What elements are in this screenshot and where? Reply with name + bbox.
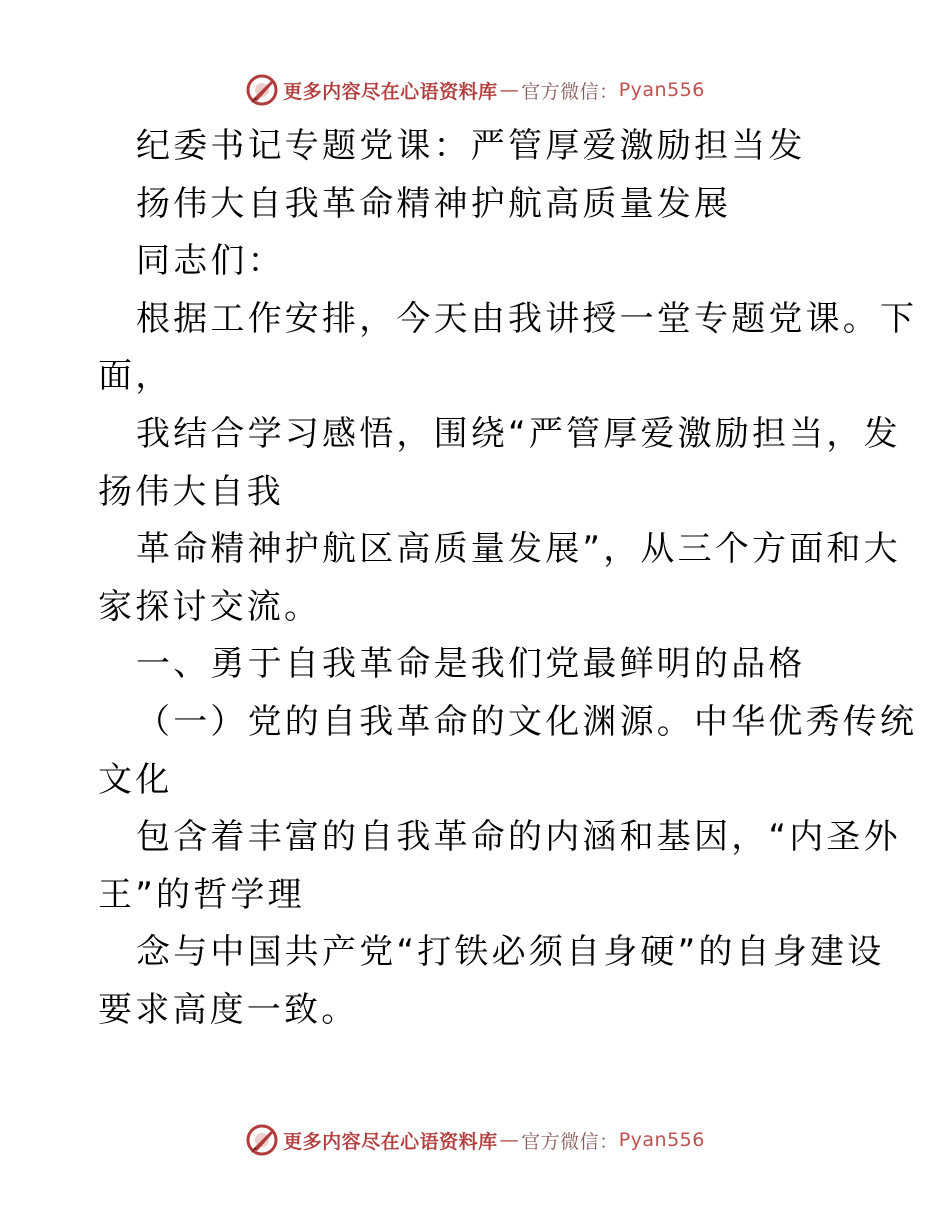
text-line: 包含着丰富的自我革命的内涵和基因，“内圣外 xyxy=(136,817,901,858)
watermark-label: 官方微信： xyxy=(521,1130,619,1153)
text-line: 革命精神护航区高质量发展”，从三个方面和大 xyxy=(136,529,901,570)
text-line: 文化 xyxy=(98,759,173,800)
text-line: 根据工作安排，今天由我讲授一堂专题党课。下 xyxy=(136,298,918,339)
text-line: 王”的哲学理 xyxy=(98,874,305,915)
footer-watermark xyxy=(0,1120,950,1160)
text-line: 纪委书记专题党课：严管厚爱激励担当发 xyxy=(136,126,806,166)
text-line: 我结合学习感悟，围绕“严管厚爱激励担当，发 xyxy=(136,413,901,454)
watermark-text: 更多内容尽在心语资料库 xyxy=(283,1130,498,1153)
header-watermark xyxy=(0,70,950,110)
text-line: 家探讨交流。 xyxy=(98,586,322,627)
watermark-wechat-id: Pyan556 xyxy=(618,79,705,101)
text-line: 面， xyxy=(98,356,173,397)
text-line: 扬伟大自我 xyxy=(98,471,284,512)
text-line: 扬伟大自我革命精神护航高质量发展 xyxy=(136,183,732,224)
watermark-separator: — xyxy=(499,1129,520,1151)
quill-logo-icon xyxy=(245,73,279,107)
text-line: 念与中国共产党“打铁必须自身硬”的自身建设 xyxy=(136,932,885,973)
text-line: （一）党的自我革命的文化渊源。中华优秀传统 xyxy=(136,701,918,742)
watermark-label: 官方微信： xyxy=(521,80,619,103)
document-body xyxy=(98,118,918,1040)
text-line: 要求高度一致。 xyxy=(98,989,359,1030)
watermark-separator: — xyxy=(499,79,520,101)
text-line: 一、勇于自我革命是我们党最鲜明的品格 xyxy=(136,644,806,685)
text-line: 同志们： xyxy=(136,241,285,282)
watermark-wechat-id: Pyan556 xyxy=(618,1129,705,1151)
quill-logo-icon xyxy=(245,1123,279,1157)
watermark-text: 更多内容尽在心语资料库 xyxy=(283,80,498,103)
